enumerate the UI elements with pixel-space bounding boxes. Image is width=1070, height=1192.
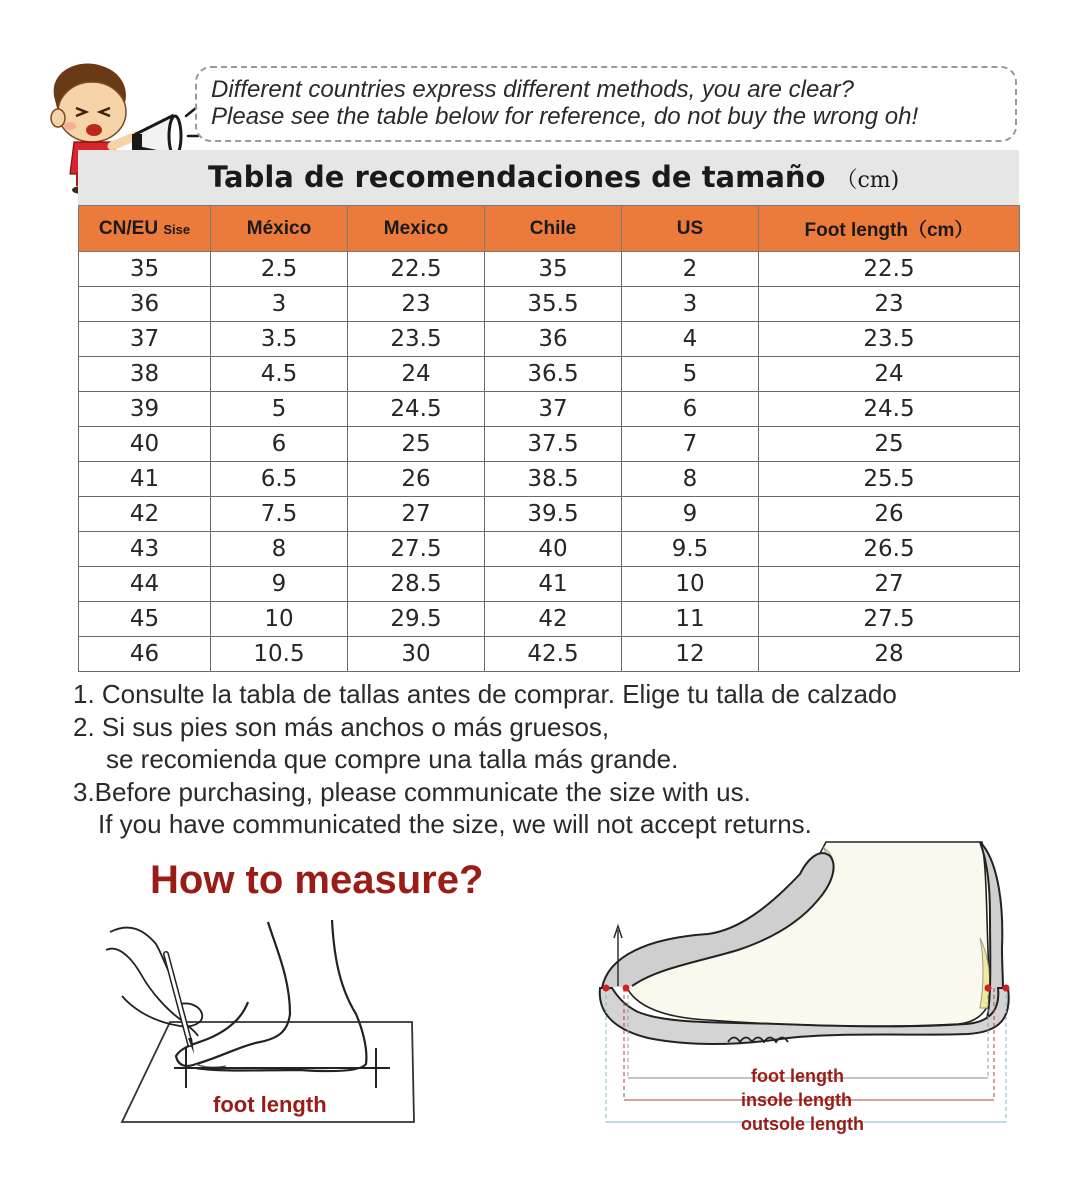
table-row [79, 637, 1020, 672]
cell-mexico-2: 28.5 [348, 567, 485, 602]
cell-us: 6 [622, 392, 759, 427]
header-foot-length: Foot length（cm） [759, 206, 1020, 252]
cell-mexico-2: 23 [348, 287, 485, 322]
cell-us: 7 [622, 427, 759, 462]
header-us: US [622, 206, 759, 252]
cell-us: 10 [622, 567, 759, 602]
cell-mexico-2: 30 [348, 637, 485, 672]
measure-point [623, 985, 630, 992]
cell-chile: 42.5 [485, 637, 622, 672]
cell-mexico-2: 22.5 [348, 252, 485, 287]
size-table [78, 205, 1020, 672]
cell-us: 3 [622, 287, 759, 322]
cell-foot-length: 22.5 [759, 252, 1020, 287]
header-cn-eu-suffix: Sise [163, 221, 191, 237]
pencil-hand-icon [106, 928, 202, 1054]
cell-us: 9 [622, 497, 759, 532]
bubble-line-2: Please see the table below for reference, do not buy the wrong oh! [211, 103, 919, 130]
cell-cn-eu: 40 [79, 427, 211, 462]
cell-cn-eu: 35 [79, 252, 211, 287]
cell-cn-eu: 39 [79, 392, 211, 427]
table-row [79, 322, 1020, 357]
cell-mexico-1: 9 [211, 567, 348, 602]
cell-cn-eu: 38 [79, 357, 211, 392]
cell-chile: 42 [485, 602, 622, 637]
cell-chile: 39.5 [485, 497, 622, 532]
cell-foot-length: 26 [759, 497, 1020, 532]
foot-length-label: foot length [213, 1092, 327, 1117]
cell-chile: 35 [485, 252, 622, 287]
cell-us: 5 [622, 357, 759, 392]
table-title-text: Tabla de recomendaciones de tamaño [208, 160, 826, 194]
table-row [79, 602, 1020, 637]
cell-mexico-1: 3 [211, 287, 348, 322]
note-1: 1. Consulte la tabla de tallas antes de comprar. Elige tu talla de calzado [73, 679, 897, 709]
cell-chile: 36 [485, 322, 622, 357]
cell-mexico-1: 6.5 [211, 462, 348, 497]
size-notes [73, 678, 897, 841]
cell-us: 11 [622, 602, 759, 637]
cell-foot-length: 27 [759, 567, 1020, 602]
cell-foot-length: 23 [759, 287, 1020, 322]
cell-mexico-2: 23.5 [348, 322, 485, 357]
cell-mexico-2: 27 [348, 497, 485, 532]
cell-cn-eu: 43 [79, 532, 211, 567]
cell-cn-eu: 44 [79, 567, 211, 602]
cell-mexico-2: 26 [348, 462, 485, 497]
cell-us: 12 [622, 637, 759, 672]
shoe-insole-length-label: insole length [741, 1090, 853, 1110]
measure-point [1003, 985, 1010, 992]
header-cn-eu [79, 206, 211, 252]
cell-cn-eu: 45 [79, 602, 211, 637]
cell-chile: 35.5 [485, 287, 622, 322]
cell-mexico-1: 2.5 [211, 252, 348, 287]
cell-chile: 40 [485, 532, 622, 567]
note-3-line-2: If you have communicated the size, we will not accept returns. [98, 809, 812, 839]
cell-mexico-1: 3.5 [211, 322, 348, 357]
shoe-outsole-length-label: outsole length [741, 1114, 864, 1134]
cell-mexico-1: 6 [211, 427, 348, 462]
cell-foot-length: 25 [759, 427, 1020, 462]
cell-us: 8 [622, 462, 759, 497]
table-row [79, 427, 1020, 462]
cell-chile: 37.5 [485, 427, 622, 462]
measure-point [985, 985, 992, 992]
cell-us: 4 [622, 322, 759, 357]
cell-mexico-1: 10.5 [211, 637, 348, 672]
cell-mexico-1: 4.5 [211, 357, 348, 392]
table-row [79, 392, 1020, 427]
cell-cn-eu: 46 [79, 637, 211, 672]
cell-foot-length: 25.5 [759, 462, 1020, 497]
table-row [79, 532, 1020, 567]
speech-bubble [195, 66, 1017, 142]
table-row [79, 567, 1020, 602]
cell-mexico-2: 24.5 [348, 392, 485, 427]
cell-mexico-2: 27.5 [348, 532, 485, 567]
table-row [79, 252, 1020, 287]
cell-cn-eu: 42 [79, 497, 211, 532]
cell-cn-eu: 41 [79, 462, 211, 497]
header-chile: Chile [485, 206, 622, 252]
cell-foot-length: 24 [759, 357, 1020, 392]
cell-chile: 41 [485, 567, 622, 602]
measure-marks [174, 1048, 390, 1088]
table-header-row [79, 206, 1020, 252]
cell-mexico-1: 7.5 [211, 497, 348, 532]
cell-foot-length: 27.5 [759, 602, 1020, 637]
cell-foot-length: 23.5 [759, 322, 1020, 357]
foot-outline [176, 922, 290, 1066]
table-title [208, 160, 899, 194]
note-2-line-2: se recomienda que compre una talla más grande. [106, 744, 679, 774]
cell-chile: 36.5 [485, 357, 622, 392]
how-to-measure-title: How to measure? [150, 858, 484, 902]
cell-chile: 38.5 [485, 462, 622, 497]
cell-mexico-2: 25 [348, 427, 485, 462]
table-row [79, 357, 1020, 392]
table-row [79, 287, 1020, 322]
cell-cn-eu: 36 [79, 287, 211, 322]
cell-mexico-2: 24 [348, 357, 485, 392]
cell-us: 9.5 [622, 532, 759, 567]
table-row [79, 497, 1020, 532]
cell-mexico-1: 10 [211, 602, 348, 637]
note-3-line-1: 3.Before purchasing, please communicate the size with us. [73, 776, 751, 807]
cell-us: 2 [622, 252, 759, 287]
table-row [79, 462, 1020, 497]
cell-cn-eu: 37 [79, 322, 211, 357]
header-mexico-2: Mexico [348, 206, 485, 252]
cell-mexico-2: 29.5 [348, 602, 485, 637]
measure-point [603, 985, 610, 992]
header-cn-eu-label: CN/EU [98, 217, 159, 239]
cell-foot-length: 26.5 [759, 532, 1020, 567]
header-mexico-1: México [211, 206, 348, 252]
cell-mexico-1: 5 [211, 392, 348, 427]
table-title-unit: （cm) [835, 168, 900, 193]
cell-foot-length: 28 [759, 637, 1020, 672]
cell-foot-length: 24.5 [759, 392, 1020, 427]
bubble-line-1: Different countries express different methods, you are clear? [211, 76, 854, 103]
cell-mexico-1: 8 [211, 532, 348, 567]
cell-chile: 37 [485, 392, 622, 427]
shoe-foot-length-label: foot length [751, 1066, 844, 1086]
note-2-line-1: 2. Si sus pies son más anchos o más gruesos, [73, 711, 610, 742]
table-title-bar [78, 150, 1019, 205]
